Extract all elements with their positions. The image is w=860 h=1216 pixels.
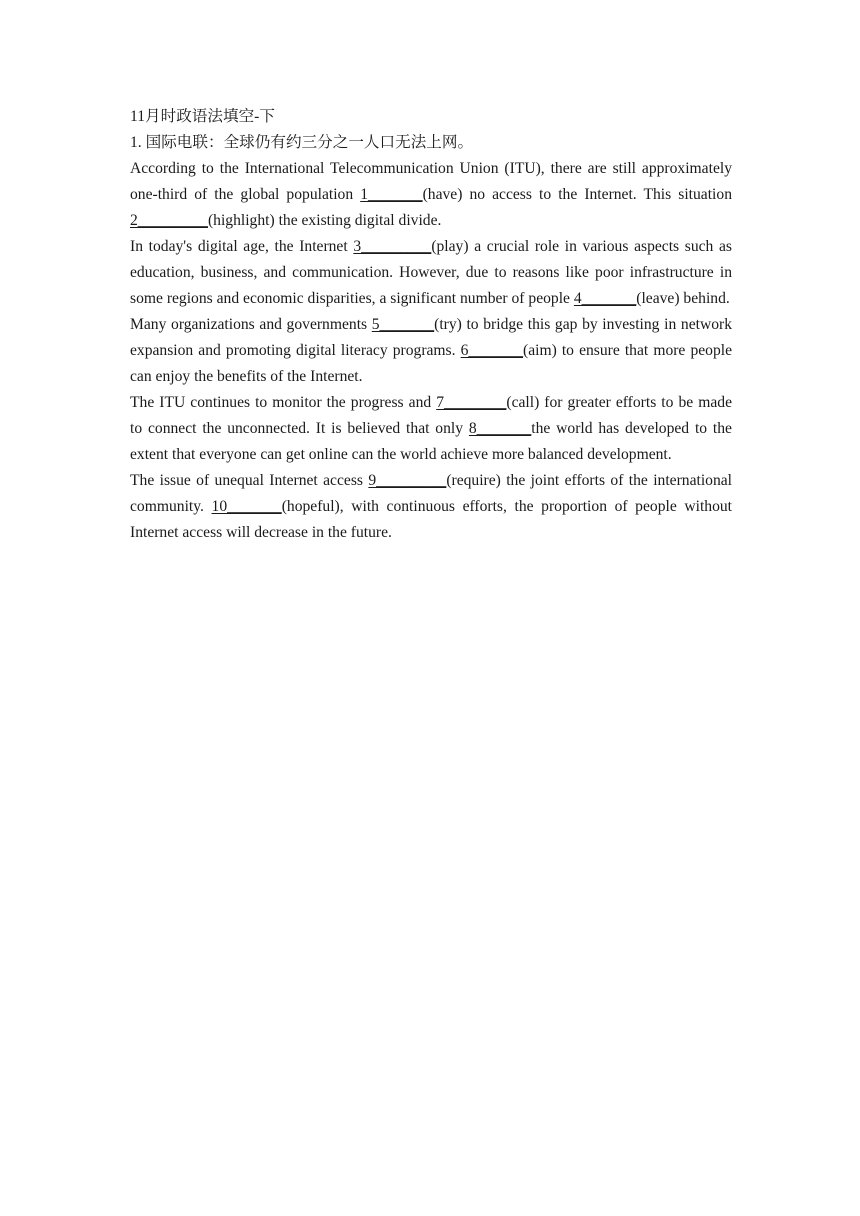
document-title: 11月时政语法填空-下 [130, 108, 275, 125]
passage-paragraph [130, 390, 732, 468]
passage-text: the world has developed to the extent that everyone can get online can the world achieve more balanced development. [130, 420, 732, 463]
answer-blank[interactable]: 7________ [436, 394, 507, 411]
answer-blank[interactable]: 8_______ [468, 420, 532, 437]
answer-blank[interactable]: 5_______ [371, 316, 435, 333]
answer-blank[interactable]: 3_________ [353, 238, 432, 255]
passage-text: (hopeful), with continuous efforts, the proportion of people without Internet access will decrease in the future. [130, 498, 732, 541]
passage-text: According to the International Telecommunication Union (ITU), there are still approximately one-third of the global population [130, 160, 732, 203]
passage-text: (call) for greater efforts to be made to connect the unconnected. It is believed that only [130, 394, 732, 437]
passage-text: (have) no access to the Internet. This situation [422, 186, 732, 203]
passage-text: The issue of unequal Internet access [130, 472, 369, 489]
passage-paragraph [130, 156, 732, 234]
passage-paragraph [130, 234, 732, 312]
passage-text: (play) a crucial role in various aspects such as education, business, and communication. However, due to reasons like poor infrastructure in some regions and economic disparities, a significant number of people [130, 238, 732, 307]
passage-text: (aim) to ensure that more people can enjoy the benefits of the Internet. [130, 342, 733, 385]
passage-text: (try) to bridge this gap by investing in network expansion and promoting digital literacy programs. [130, 316, 732, 359]
passage-text: Many organizations and governments [130, 316, 372, 333]
passage [130, 156, 732, 546]
answer-blank[interactable]: 1_______ [360, 186, 423, 203]
passage-paragraph [130, 312, 732, 390]
passage-text: The ITU continues to monitor the progress and [130, 394, 437, 411]
document-page [130, 104, 732, 546]
answer-blank[interactable]: 9_________ [368, 472, 447, 489]
passage-text: In today's digital age, the Internet [130, 238, 354, 255]
passage-text: (highlight) the existing digital divide. [207, 212, 442, 229]
answer-blank[interactable]: 4_______ [573, 290, 637, 307]
answer-blank[interactable]: 6_______ [460, 342, 523, 359]
passage-text: (leave) behind. [636, 290, 730, 307]
passage-paragraph [130, 468, 732, 546]
question-label: 1. 国际电联：全球仍有约三分之一人口无法上网。 [130, 134, 474, 151]
passage-text: (require) the joint efforts of the international community. [130, 472, 732, 515]
answer-blank[interactable]: 2_________ [130, 212, 208, 229]
answer-blank[interactable]: 10_______ [211, 498, 282, 515]
